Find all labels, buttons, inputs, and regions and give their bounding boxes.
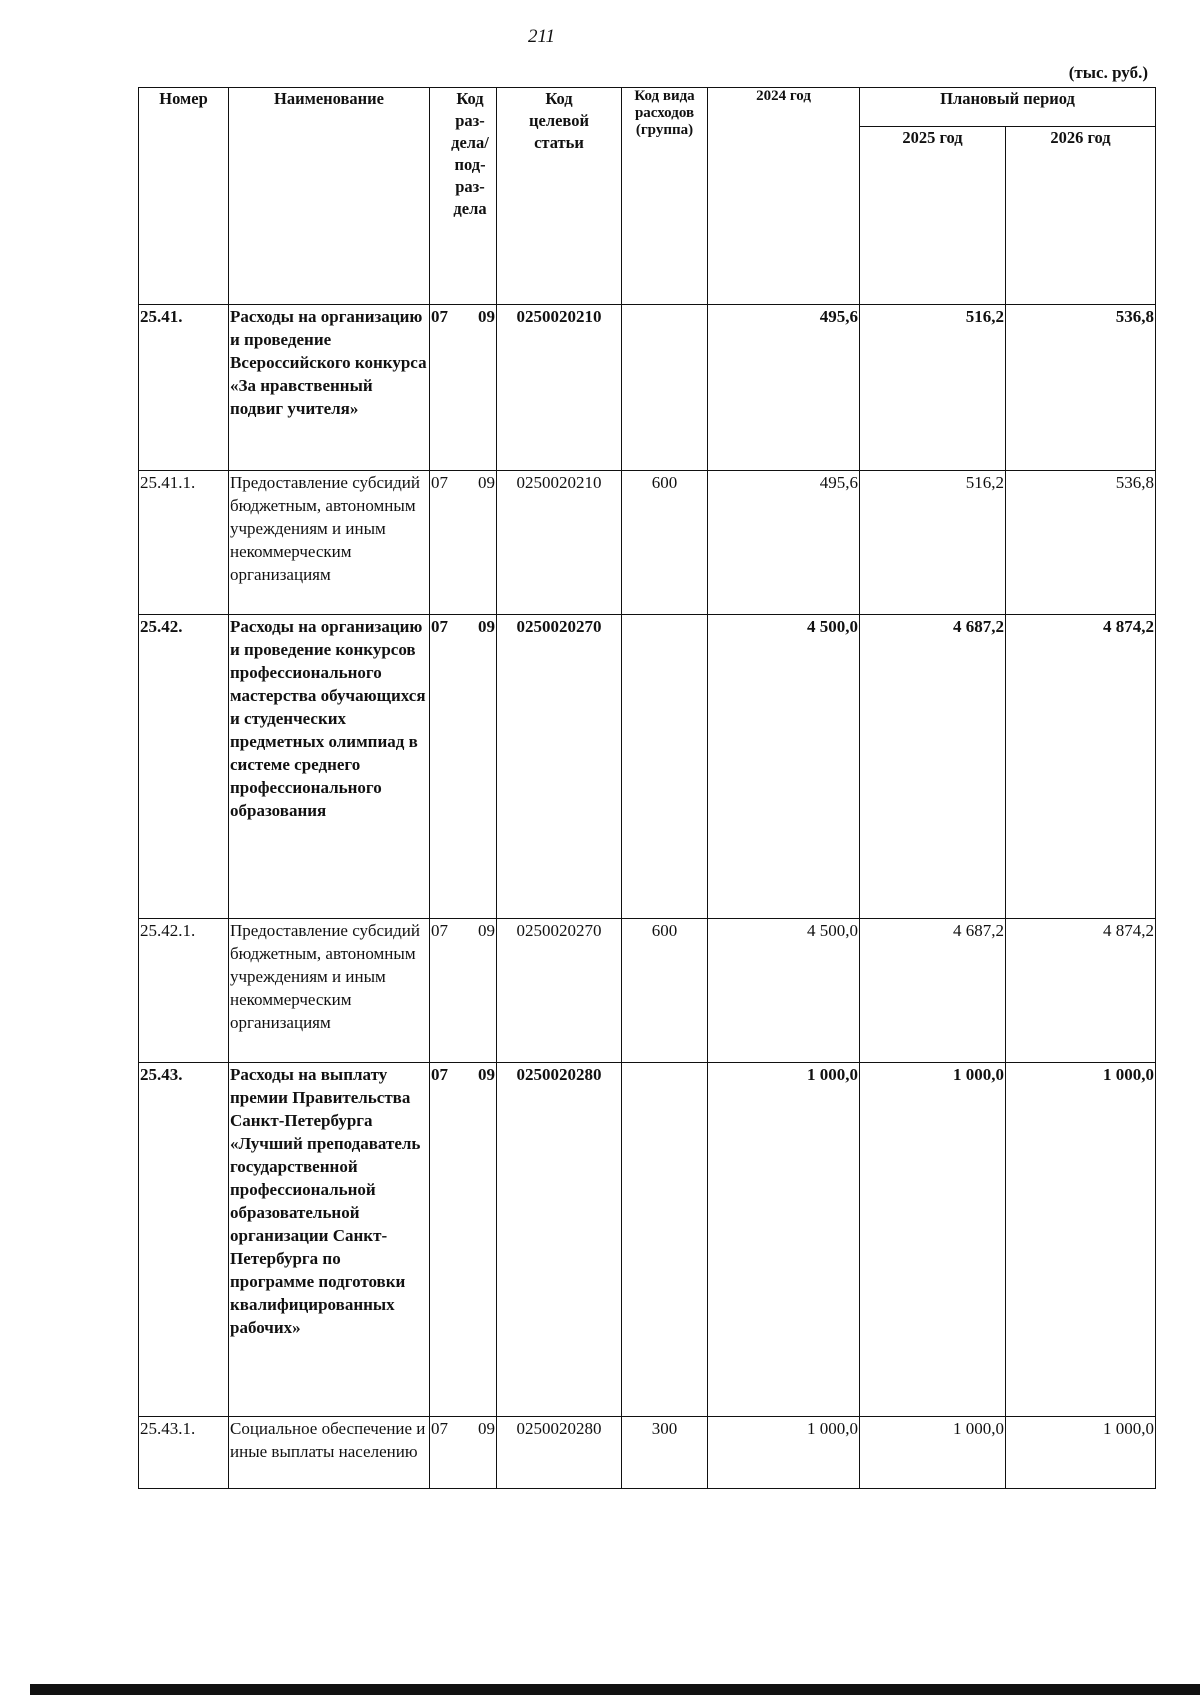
row-expense-type: 600 — [622, 919, 708, 1063]
row-amount-2024: 495,6 — [708, 471, 860, 615]
row-section: 07 — [431, 921, 448, 940]
header-name: Наименование — [229, 88, 430, 305]
row-amount-2024: 1 000,0 — [708, 1417, 860, 1489]
row-amount-2026: 1 000,0 — [1006, 1063, 1156, 1417]
row-name: Социальное обеспечение и иные выплаты населению — [229, 1417, 430, 1489]
row-name: Предоставление субсидий бюджетным, автономным учреждениям и иным некоммерческим организациям — [229, 919, 430, 1063]
row-section-code — [430, 1417, 497, 1489]
row-expense-type — [622, 615, 708, 919]
row-amount-2026: 4 874,2 — [1006, 919, 1156, 1063]
row-section: 07 — [431, 1065, 448, 1084]
table-row — [139, 1417, 1156, 1489]
row-section-code — [430, 1063, 497, 1417]
row-expense-type: 600 — [622, 471, 708, 615]
row-expense-type — [622, 1063, 708, 1417]
row-amount-2024: 4 500,0 — [708, 615, 860, 919]
row-name: Предоставление субсидий бюджетным, автономным учреждениям и иным некоммерческим организациям — [229, 471, 430, 615]
row-target-code: 0250020270 — [497, 615, 622, 919]
row-name: Расходы на организацию и проведение Всероссийского конкурса «За нравственный подвиг учителя» — [229, 305, 430, 471]
row-subsection: 09 — [478, 307, 495, 326]
row-number: 25.41.1. — [139, 471, 229, 615]
row-section-code — [430, 471, 497, 615]
row-target-code: 0250020280 — [497, 1417, 622, 1489]
row-amount-2025: 516,2 — [860, 305, 1006, 471]
row-amount-2024: 495,6 — [708, 305, 860, 471]
row-section: 07 — [431, 473, 448, 492]
header-2024: 2024 год — [708, 88, 860, 305]
header-planning-period: Плановый период — [860, 88, 1156, 127]
row-amount-2025: 516,2 — [860, 471, 1006, 615]
row-section-code — [430, 305, 497, 471]
row-section: 07 — [431, 1419, 448, 1438]
row-number: 25.43.1. — [139, 1417, 229, 1489]
row-number: 25.41. — [139, 305, 229, 471]
header-2026: 2026 год — [1006, 127, 1156, 305]
row-subsection: 09 — [478, 473, 495, 492]
row-amount-2025: 4 687,2 — [860, 615, 1006, 919]
page-number: 211 — [527, 26, 556, 47]
row-target-code: 0250020270 — [497, 919, 622, 1063]
row-subsection: 09 — [478, 1065, 495, 1084]
row-section-code — [430, 615, 497, 919]
row-subsection: 09 — [478, 1419, 495, 1438]
row-expense-type: 300 — [622, 1417, 708, 1489]
row-amount-2024: 1 000,0 — [708, 1063, 860, 1417]
row-subsection: 09 — [478, 921, 495, 940]
row-section: 07 — [431, 307, 448, 326]
row-section-code — [430, 919, 497, 1063]
table-row — [139, 919, 1156, 1063]
row-amount-2025: 4 687,2 — [860, 919, 1006, 1063]
table-row — [139, 305, 1156, 471]
row-amount-2025: 1 000,0 — [860, 1063, 1006, 1417]
row-number: 25.42. — [139, 615, 229, 919]
row-name: Расходы на организацию и проведение конкурсов профессионального мастерства обучающихся и студенческих предметных олимпиад в системе среднего профессионального образования — [229, 615, 430, 919]
row-amount-2026: 1 000,0 — [1006, 1417, 1156, 1489]
bottom-scan-bar — [30, 1684, 1200, 1695]
row-amount-2026: 4 874,2 — [1006, 615, 1156, 919]
budget-table — [138, 87, 1156, 1489]
units-label: (тыс. руб.) — [1068, 63, 1148, 82]
header-target-code: Код целевой статьи — [497, 88, 622, 305]
row-subsection: 09 — [478, 617, 495, 636]
header-section-code: Код раз-дела/ под-раз-дела — [430, 88, 497, 305]
header-2025: 2025 год — [860, 127, 1006, 305]
header-number: Номер — [139, 88, 229, 305]
row-target-code: 0250020210 — [497, 305, 622, 471]
row-target-code: 0250020280 — [497, 1063, 622, 1417]
table-row — [139, 471, 1156, 615]
table-row — [139, 615, 1156, 919]
table-row — [139, 1063, 1156, 1417]
row-section: 07 — [431, 617, 448, 636]
header-expense-type: Код вида расходов (группа) — [622, 88, 708, 305]
row-amount-2026: 536,8 — [1006, 471, 1156, 615]
row-amount-2025: 1 000,0 — [860, 1417, 1006, 1489]
header-row — [139, 88, 1156, 127]
row-number: 25.43. — [139, 1063, 229, 1417]
row-number: 25.42.1. — [139, 919, 229, 1063]
row-target-code: 0250020210 — [497, 471, 622, 615]
row-amount-2024: 4 500,0 — [708, 919, 860, 1063]
row-expense-type — [622, 305, 708, 471]
row-name: Расходы на выплату премии Правительства Санкт-Петербурга «Лучший преподаватель государственной профессиональной образовательной организации Санкт-Петербурга по программе подготовки квалифицированных рабочих» — [229, 1063, 430, 1417]
table-body — [139, 305, 1156, 1489]
row-amount-2026: 536,8 — [1006, 305, 1156, 471]
